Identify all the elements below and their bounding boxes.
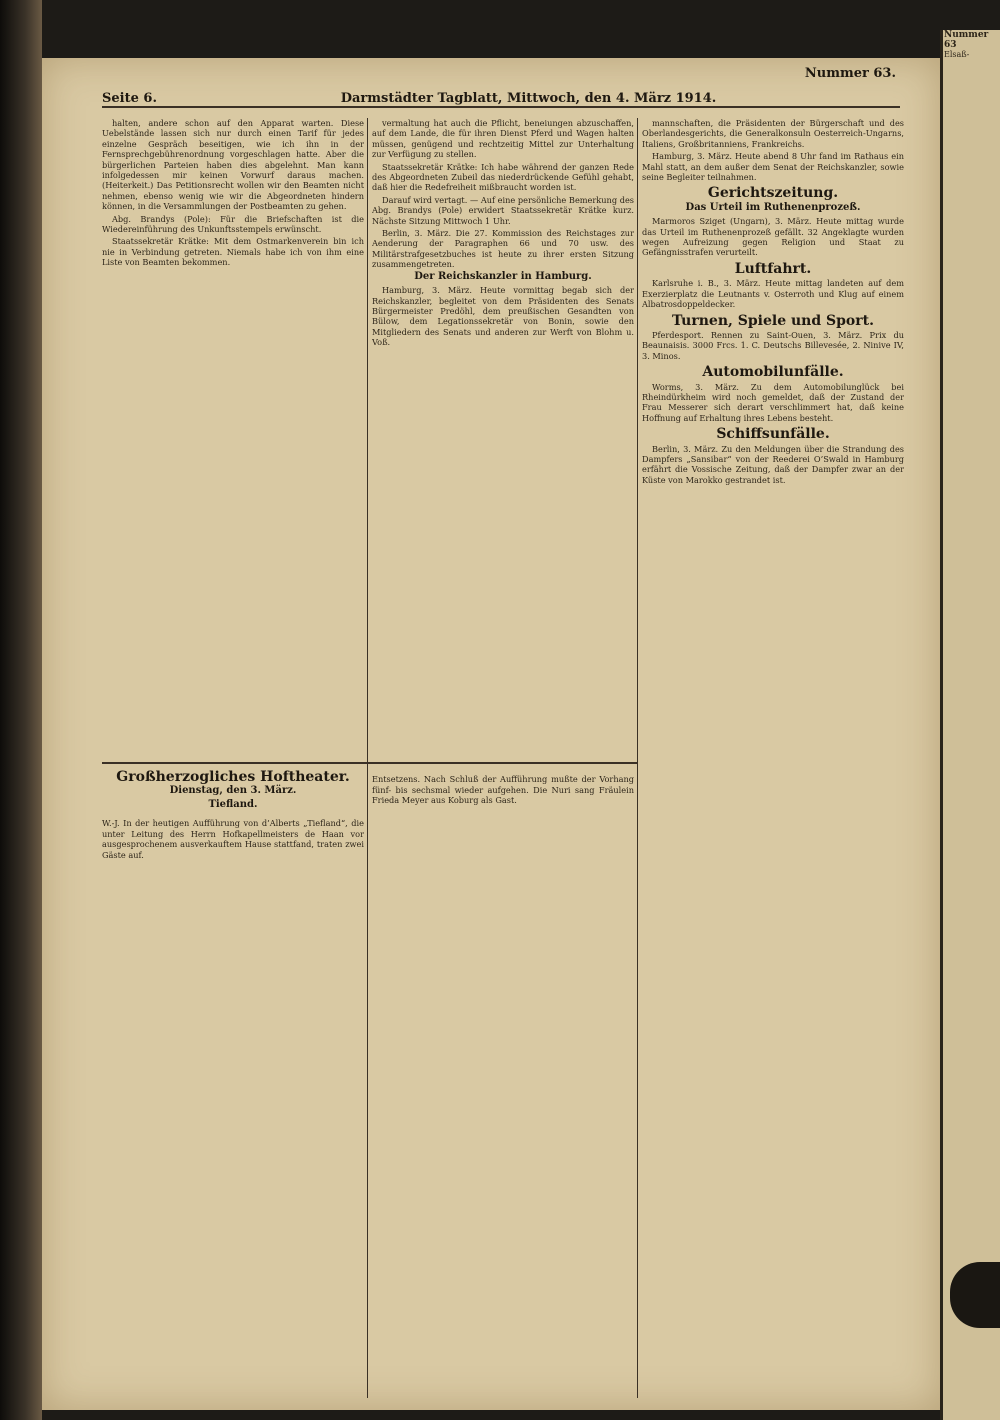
paragraph: Darauf wird vertagt. — Auf eine persönliche Bemerkung des Abg. Brandys (Pole) erwidert Staatssekretär Krätke kurz. Nächste Sitzung Mittwoch 1 Uhr. — [372, 194, 634, 226]
theater-column-2 — [372, 766, 634, 1406]
newspaper-page — [42, 58, 940, 1410]
paragraph: vermaltung hat auch die Pflicht, beneiungen abzuschaffen, auf dem Lande, die für ihren Dienst Pferd und Wagen halten müssen, genügend und rechtzeitig Mittel zur Unterhaltung zur Verfügung zu stellen. — [372, 118, 634, 160]
column-3 — [642, 118, 904, 1398]
masthead-date: Darmstädter Tagblatt, Mittwoch, den 4. März 1914. — [340, 91, 717, 106]
sport-paragraph: Pferdesport. Rennen zu Saint-Ouen, 3. März. Prix du Beaunaisis. 3000 Frcs. 1. C. Deutschs Billevesée, 2. Ninive IV, 3. Minos. — [642, 329, 904, 361]
paragraph: halten, andere schon auf den Apparat warten. Diese Uebelstände lassen sich nur durch einen Tarif für jedes einzelne Gespräch beseitigen, wie ich ihn in der Fernsprechgebührenordnung vorgeschlagen hatte. Aber die bürgerlichen Parteien haben dies abgelehnt. Man kann infolgedessen mir keinen Vorwurf daraus machen. (Heiterkeit.) Das Petitionsrecht wollen wir den Beamten nicht nehmen, ebenso wenig wie wir die Abgeordneten hindern können, in die Versammlungen der Postbeamten zu gehen. — [102, 118, 364, 212]
gericht-subheadline: Das Urteil im Ruthenenprozeß. — [685, 201, 861, 213]
column-1 — [102, 118, 364, 758]
kanzler-paragraph: Hamburg, 3. März. Heute vormittag begab sich der Reichskanzler, begleitet von dem Präsidenten des Senats Bürgermeister Predöhl, dem preußischen Gesandten von Bülow, dem Legationssekretär von Bonin, sowie den Mitgliedern des Senats und anderen zur Werft von Blohm u. Voß. — [372, 285, 634, 348]
next-page-text: Nummer 63 Elsaß- — [944, 30, 989, 59]
auto-paragraph: Worms, 3. März. Zu dem Automobilunglück bei Rheindürkheim wird noch gemeldet, daß der Zustand der Frau Messerer sich derart verschlimmert hat, daß keine Hoffnung auf Erhaltung ihres Lebens besteht. — [642, 381, 904, 423]
gericht-paragraph: Marmoros Sziget (Ungarn), 3. März. Heute mittag wurde das Urteil im Ruthenenprozeß gefällt. 32 Angeklagte wurden wegen Aufreizung gegen Religion und Staat zu Gefängnisstrafen verurteilt. — [642, 216, 904, 258]
theater-play: Tiefland. — [208, 798, 258, 810]
theater-date: Dienstag, den 3. März. — [169, 785, 297, 797]
kanzler-headline: Der Reichskanzler in Hamburg. — [414, 270, 592, 282]
schiff-headline: Schiffsunfälle. — [716, 426, 830, 443]
page-number: Seite 6. — [102, 91, 157, 106]
theater-headline: Großherzogliches Hoftheater. — [116, 769, 350, 785]
book-spine — [0, 0, 42, 1420]
auto-headline: Automobilunfälle. — [702, 364, 844, 381]
kommission-paragraph: Berlin, 3. März. Die 27. Kommission des Reichstages zur Aenderung der Paragraphen 66 und 70 usw. des Militärstrafgesetzbuches ist heute zu ihrer ersten Sitzung zusammengetreten. — [372, 228, 634, 270]
paragraph: Staatssekretär Krätke: Mit dem Ostmarkenverein bin ich nie in Verbindung getreten. Niemals habe ich von ihm eine Liste von Beamten bekommen. — [102, 236, 364, 268]
column-2 — [372, 118, 634, 758]
page-header — [102, 86, 900, 108]
luft-paragraph: Karlsruhe i. B., 3. März. Heute mittag landeten auf dem Exerzierplatz die Leutnants v. Osterroth und Klug auf einem Albatrosdoppeldecker. — [642, 278, 904, 310]
schiff-paragraph: Berlin, 3. März. Zu den Meldungen über die Strandung des Dampfers „Sansibar“ von der Reederei O’Swald in Hamburg erfährt die Vossische Zeitung, daß der Dampfer zwar an der Küste von Marokko gestrandet ist. — [642, 443, 904, 485]
luft-headline: Luftfahrt. — [734, 260, 812, 277]
issue-number: Nummer 63. — [804, 66, 896, 81]
paragraph: Abg. Brandys (Pole): Für die Briefschaften ist die Wiedereinführung des Unkunftsstempels erwünscht. — [102, 213, 364, 235]
paragraph: Staatssekretär Krätke: Ich habe während der ganzen Rede des Abgeordneten Zubeil das niederdrückende Gefühl gehabt, daß hier die Redefreiheit mißbraucht worden ist. — [372, 161, 634, 193]
theater-paragraph: Entsetzens. Nach Schluß der Aufführung mußte der Vorhang fünf- bis sechsmal wieder aufgehen. Die Nuri sang Fräulein Frieda Meyer aus Koburg als Gast. — [372, 774, 634, 805]
paragraph: mannschaften, die Präsidenten der Bürgerschaft und des Oberlandesgerichts, die Generalkonsuln Oesterreich-Ungarns, Italiens, Großbritanniens, Frankreichs. — [642, 118, 904, 149]
column-rule — [367, 118, 368, 1398]
theater-paragraph: W.-J. In der heutigen Aufführung von d’Alberts „Tiefland“, die unter Leitung des Herrn Hofkapellmeisters de Haan vor ausgesprochenem ausverkauftem Hause stattfand, traten zwei Gäste auf. — [102, 818, 364, 860]
ink-stamp-icon — [950, 1262, 1000, 1328]
next-page-edge — [940, 30, 1000, 1420]
gericht-headline: Gerichtszeitung. — [707, 185, 839, 202]
paragraph: Hamburg, 3. März. Heute abend 8 Uhr fand im Rathaus ein Mahl statt, an dem außer dem Senat der Reichskanzler, sowie seine Begleiter teilnahmen. — [642, 151, 904, 183]
column-rule — [637, 118, 638, 1398]
section-rule — [102, 762, 637, 764]
theater-column — [102, 766, 364, 1406]
sport-headline: Turnen, Spiele und Sport. — [672, 312, 874, 329]
